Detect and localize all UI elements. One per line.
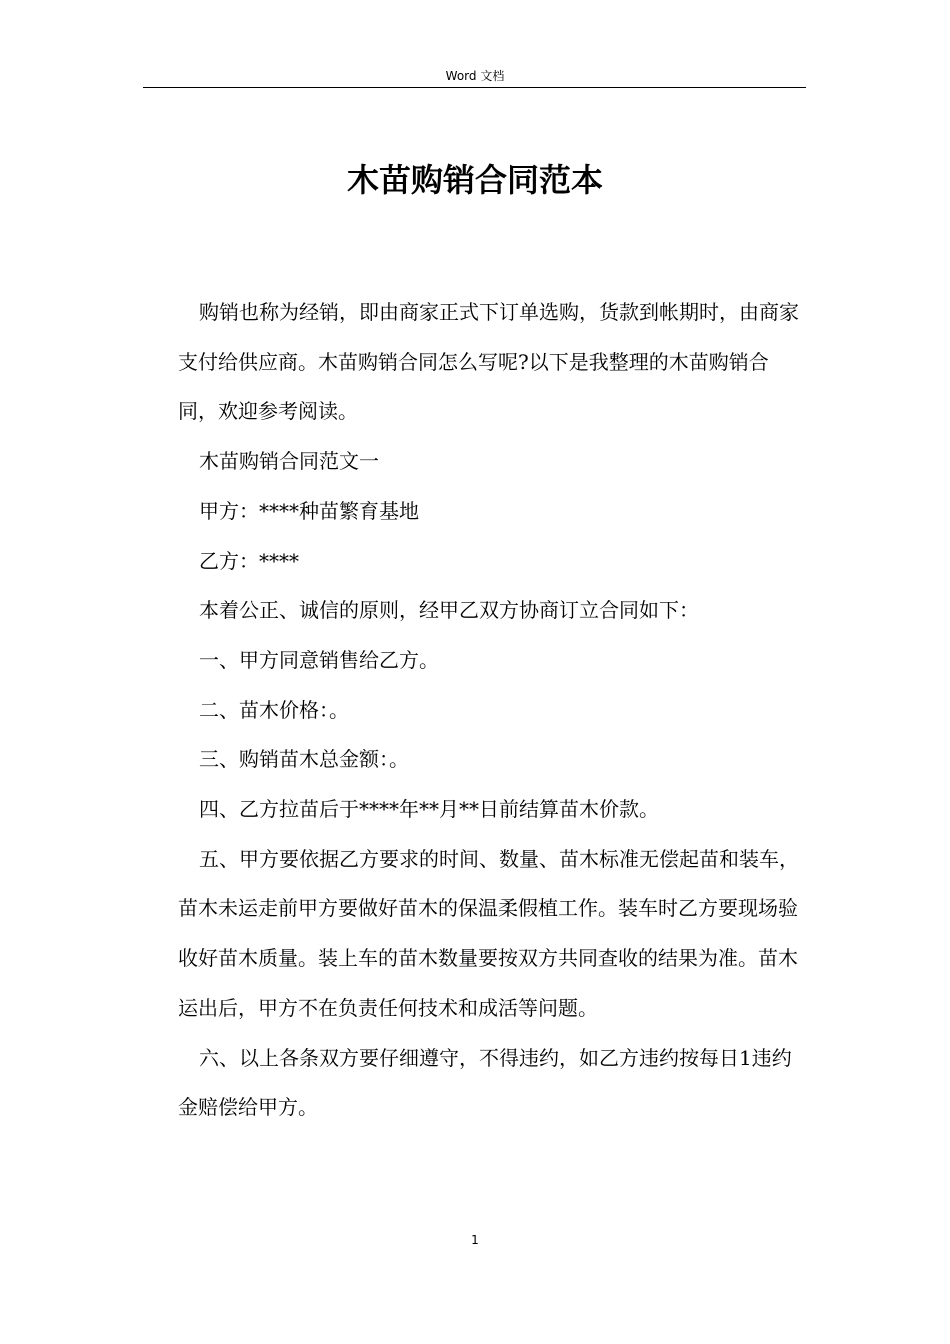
- page-header: Word 文档: [445, 69, 505, 83]
- document-body: [178, 288, 805, 1133]
- paragraph-clause-3: 三、购销苗木总金额：。: [199, 747, 409, 772]
- paragraph-clause-2: 二、苗木价格：。: [199, 697, 349, 722]
- paragraph-clause-1: 一、甲方同意销售给乙方。: [199, 647, 439, 672]
- page-number: 1: [471, 1233, 479, 1247]
- paragraph-preamble: 本着公正、诚信的原则，经甲乙双方协商订立合同如下：: [199, 598, 699, 623]
- paragraph-section-heading: 木苗购销合同范文一: [199, 449, 379, 474]
- paragraph-clause-4: 四、乙方拉苗后于****年**月**日前结算苗木价款。: [199, 797, 659, 822]
- paragraph-party-b: 乙方：****: [199, 548, 299, 573]
- document-title: 木苗购销合同范本: [346, 161, 603, 199]
- paragraph-intro: 购销也称为经销，即由商家正式下订单选购，货款到帐期时，由商家支付给供应商。木苗购销合同怎么写呢?以下是我整理的木苗购销合同，欢迎参考阅读。: [178, 300, 799, 424]
- paragraph-clause-6: 六、以上各条双方要仔细遵守，不得违约，如乙方违约按每日1违约金赔偿给甲方。: [178, 1045, 792, 1120]
- paragraph-party-a: 甲方：****种苗繁育基地: [199, 498, 419, 523]
- header-divider: [143, 87, 806, 88]
- paragraph-clause-5: 五、甲方要依据乙方要求的时间、数量、苗木标准无偿起苗和装车，苗木未运走前甲方要做好苗木的保温柔假植工作。装车时乙方要现场验收好苗木质量。装上车的苗木数量要按双方共同查收的结果为准。苗木运出后，甲方不在负责任何技术和成活等问题。: [178, 846, 799, 1020]
